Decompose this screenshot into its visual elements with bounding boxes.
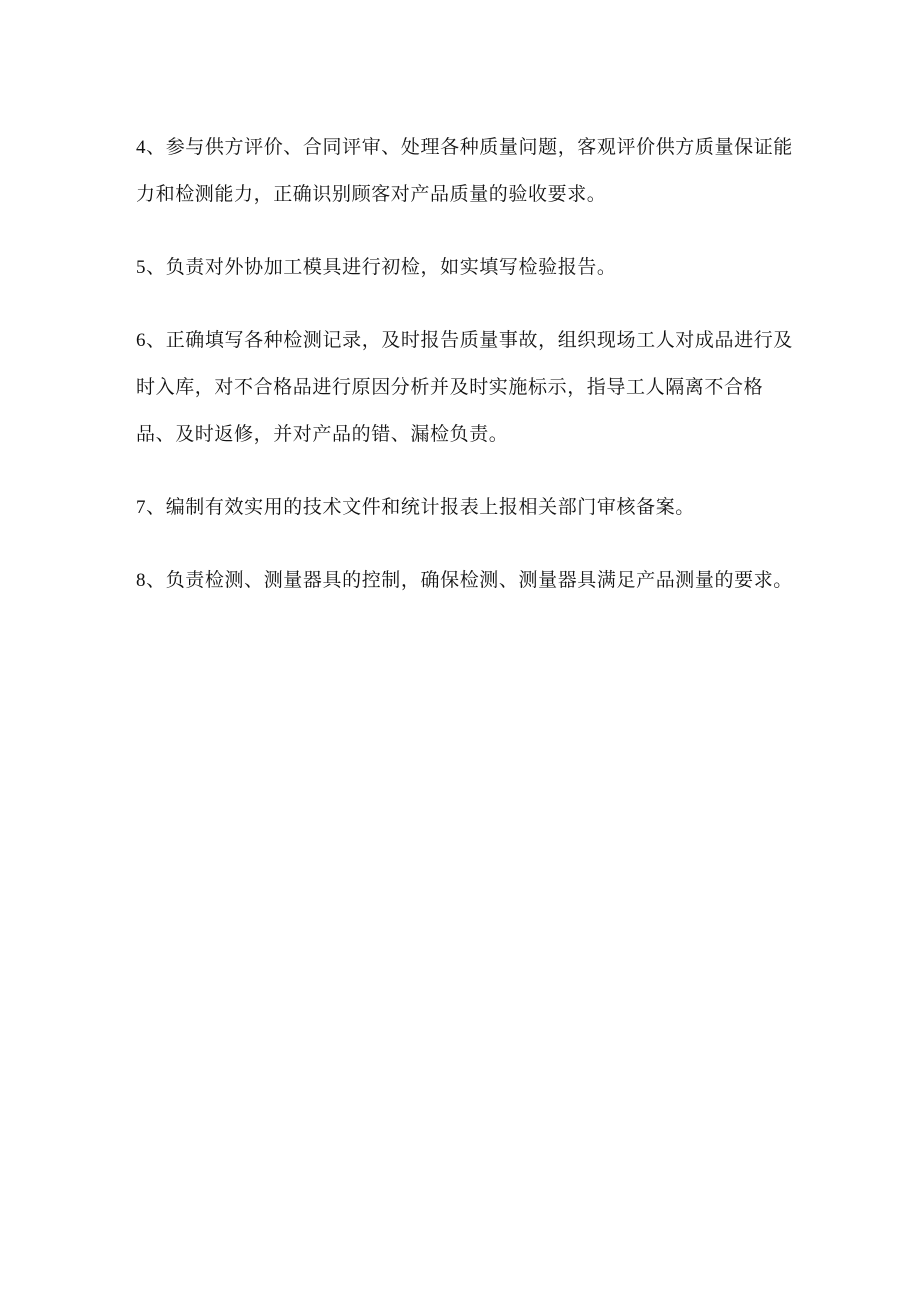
duties-list (136, 124, 796, 630)
duty-item-4 (136, 124, 796, 218)
duty-text: 、正确填写各种检测记录，及时报告质量事故，组织现场工人对成品进行及时入库，对不合格品进行原因分析并及时实施标示，指导工人隔离不合格品、及时返修，并对产品的错、漏检负责。 (136, 329, 793, 445)
duty-text: 、负责对外协加工模具进行初检，如实填写检验报告。 (146, 256, 617, 278)
duty-number: 7 (136, 497, 147, 518)
duty-text: 、参与供方评价、合同评审、处理各种质量问题，客观评价供方质量保证能力和检测能力，正确识别顾客对产品质量的验收要求。 (136, 136, 793, 205)
duty-item-7 (136, 484, 796, 531)
duty-item-8 (136, 557, 796, 604)
duty-item-5 (136, 244, 796, 291)
duty-text: 、负责检测、测量器具的控制，确保检测、测量器具满足产品测量的要求。 (146, 569, 793, 591)
duty-number: 5 (136, 257, 147, 278)
duty-text: 、编制有效实用的技术文件和统计报表上报相关部门审核备案。 (146, 496, 695, 518)
duty-item-6 (136, 317, 796, 458)
duty-number: 4 (136, 137, 147, 158)
duty-number: 6 (136, 330, 147, 351)
duty-number: 8 (136, 570, 147, 591)
